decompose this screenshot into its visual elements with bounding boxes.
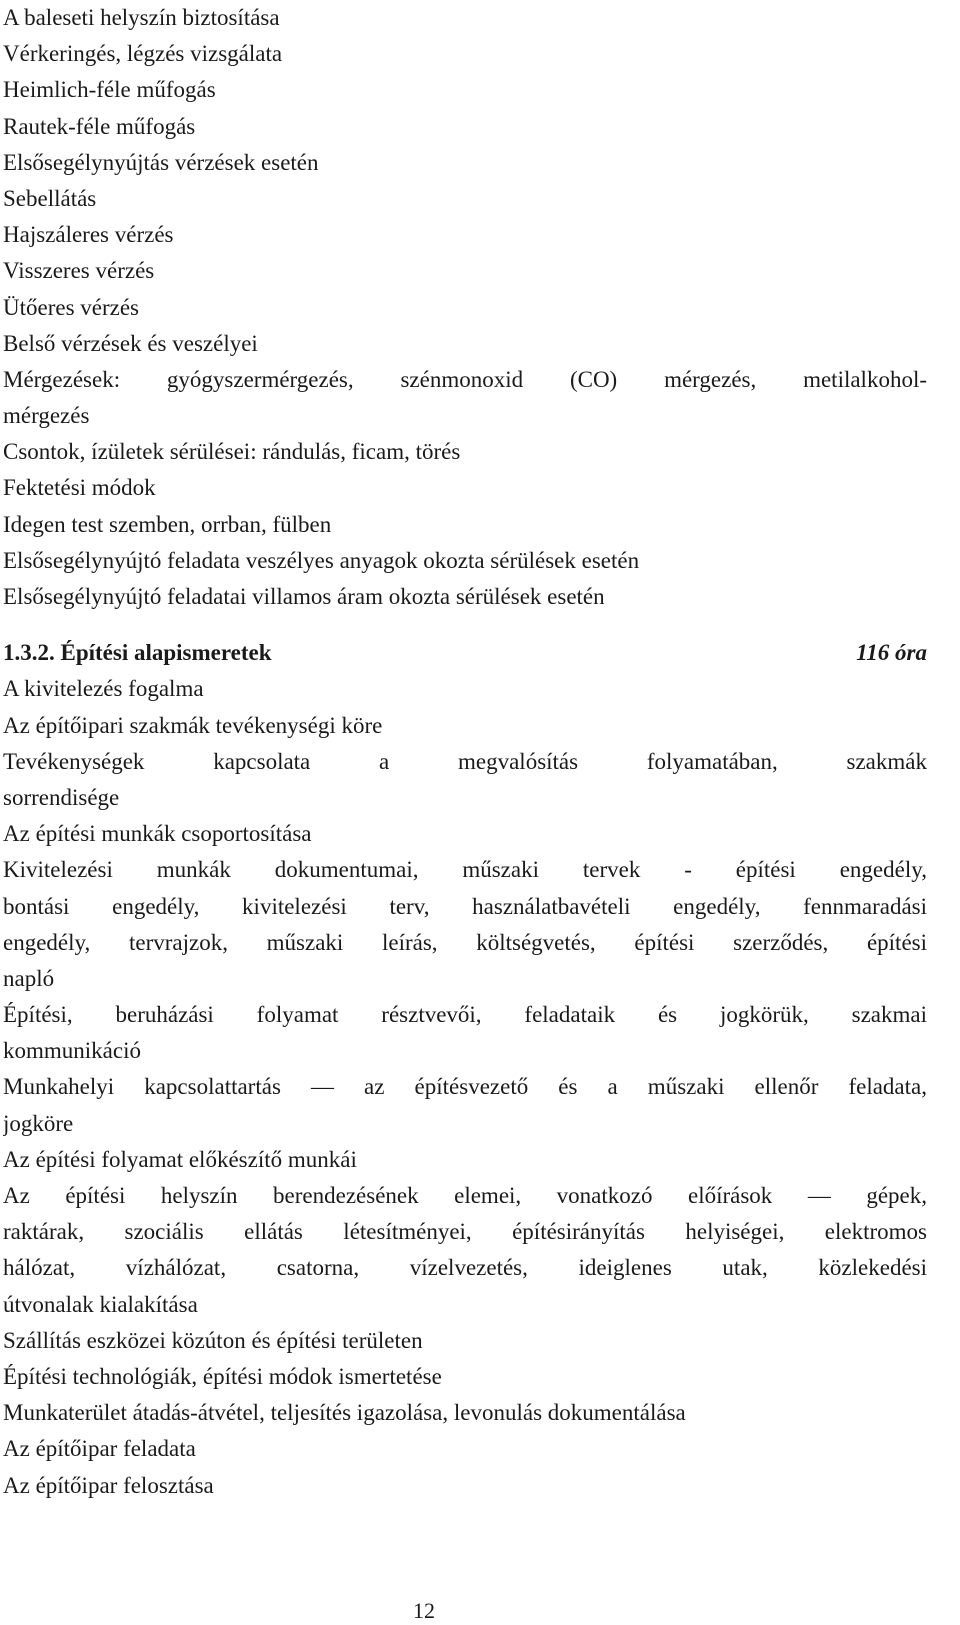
list-item-continuation: jogköre: [3, 1110, 74, 1136]
list-item-continuation: engedély, tervrajzok, műszaki leírás, költségvetés, építési szerződés, építési: [3, 929, 927, 955]
document-page: [3, 0, 927, 1504]
list-item: Vérkeringés, légzés vizsgálata: [3, 41, 283, 67]
list-item: Kivitelezési munkák dokumentumai, műszaki tervek - építési engedély,: [3, 857, 927, 883]
list-item-continuation: útvonalak kialakítása: [3, 1291, 198, 1317]
list-item: Ütőeres vérzés: [3, 294, 140, 320]
list-item: Elsősegélynyújtó feladatai villamos áram okozta sérülések esetén: [3, 584, 605, 609]
list-item-continuation: hálózat, vízhálózat, csatorna, vízelvezetés, ideiglenes utak, közlekedési: [3, 1255, 927, 1281]
list-item-continuation: sorrendisége: [3, 784, 120, 810]
list-item: A kivitelezés fogalma: [3, 676, 204, 702]
list-item: Az építőipar feladata: [3, 1436, 196, 1462]
list-item: Az építési folyamat előkészítő munkái: [3, 1146, 357, 1172]
list-item: Heimlich-féle műfogás: [3, 77, 216, 103]
list-item-continuation: kommunikáció: [3, 1038, 141, 1064]
list-item: Építési, beruházási folyamat résztvevői, feladataik és jogkörük, szakmai: [3, 1002, 927, 1028]
list-item: Elsősegélynyújtás vérzések esetén: [3, 149, 319, 175]
list-item: Munkaterület átadás-átvétel, teljesítés igazolása, levonulás dokumentálása: [3, 1400, 686, 1426]
list-item: Idegen test szemben, orrban, fülben: [3, 511, 332, 537]
list-item-continuation: bontási engedély, kivitelezési terv, használatbavételi engedély, fennmaradási: [3, 893, 927, 919]
section-heading: [3, 635, 927, 671]
section-hours: 116 óra: [856, 640, 927, 666]
section-title: 1.3.2. Építési alapismeretek: [3, 640, 272, 666]
list-item: Rautek-féle műfogás: [3, 113, 196, 139]
list-item: Építési technológiák, építési módok ismertetése: [3, 1363, 442, 1389]
list-item: Sebellátás: [3, 185, 97, 211]
first-aid-topic-list: [3, 0, 927, 615]
list-item-continuation: mérgezés: [3, 403, 90, 429]
list-item: Mérgezések: gyógyszermérgezés, szénmonoxid (CO) mérgezés, metilalkohol-: [3, 366, 927, 392]
construction-topic-list: [3, 671, 927, 1503]
list-item: A baleseti helyszín biztosítása: [3, 5, 280, 30]
list-item-continuation: napló: [3, 965, 55, 991]
list-item: Hajszáleres vérzés: [3, 222, 174, 248]
page-number: 12: [413, 1598, 435, 1623]
list-item: Visszeres vérzés: [3, 258, 155, 284]
list-item: Az építési munkák csoportosítása: [3, 821, 312, 847]
list-item: Szállítás eszközei közúton és építési területen: [3, 1327, 423, 1353]
list-item: Elsősegélynyújtó feladata veszélyes anyagok okozta sérülések esetén: [3, 547, 640, 573]
list-item: Tevékenységek kapcsolata a megvalósítás folyamatában, szakmák: [3, 748, 927, 774]
list-item: Az építőipar felosztása: [3, 1472, 214, 1498]
list-item-continuation: raktárak, szociális ellátás létesítményei, építésirányítás helyiségei, elektromos: [3, 1219, 927, 1245]
list-item: Az építőipari szakmák tevékenységi köre: [3, 712, 383, 738]
list-item: Munkahelyi kapcsolattartás — az építésvezető és a műszaki ellenőr feladata,: [3, 1074, 927, 1100]
list-item: Fektetési módok: [3, 475, 156, 501]
list-item: Csontok, ízületek sérülései: rándulás, ficam, törés: [3, 439, 461, 465]
list-item: Az építési helyszín berendezésének elemei, vonatkozó előírások — gépek,: [3, 1183, 927, 1208]
list-item: Belső vérzések és veszélyei: [3, 330, 258, 356]
